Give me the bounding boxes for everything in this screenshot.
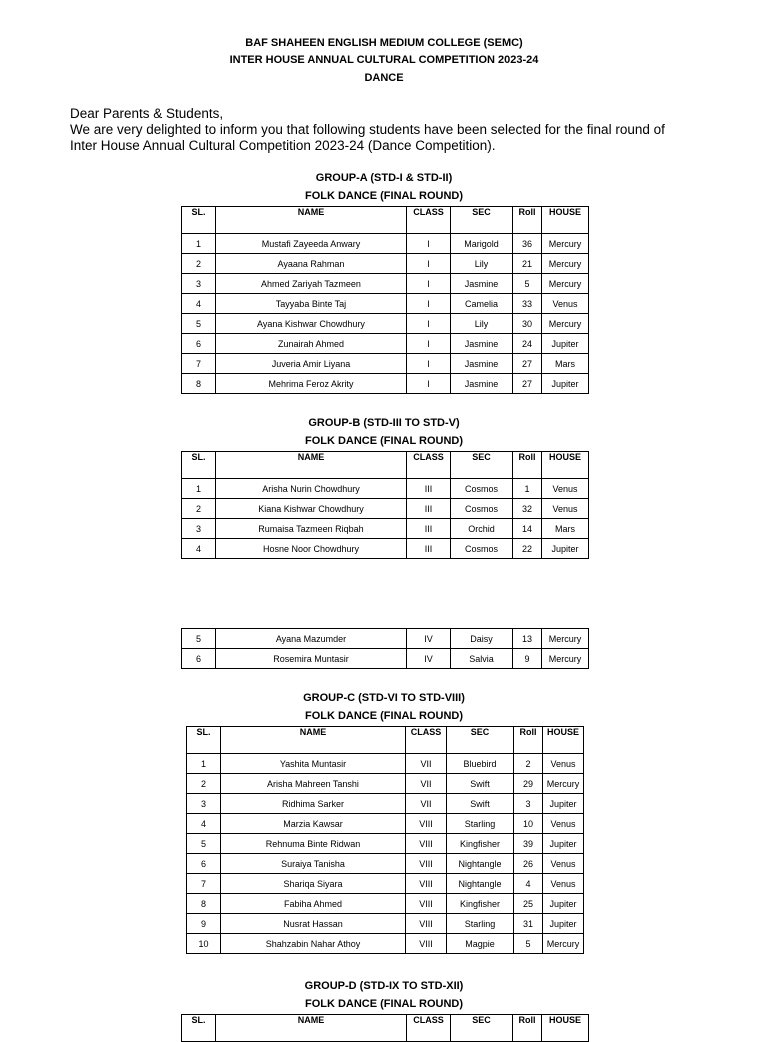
cell-name: Zunairah Ahmed bbox=[216, 334, 407, 354]
cell-sl: 8 bbox=[182, 374, 216, 394]
table-row bbox=[182, 479, 589, 499]
table-row bbox=[187, 814, 584, 834]
cell-sec: Swift bbox=[447, 774, 514, 794]
column-header-sl: SL. bbox=[187, 727, 221, 754]
cell-name: Tayyaba Binte Taj bbox=[216, 294, 407, 314]
cell-sec: Cosmos bbox=[451, 479, 513, 499]
cell-roll: 25 bbox=[514, 894, 543, 914]
cell-roll: 5 bbox=[513, 274, 542, 294]
cell-sl: 10 bbox=[187, 934, 221, 954]
cell-sec: Jasmine bbox=[451, 354, 513, 374]
table-row bbox=[182, 314, 589, 334]
cell-class: I bbox=[407, 294, 451, 314]
column-header-house: HOUSE bbox=[542, 452, 589, 479]
cell-name: Rosemira Muntasir bbox=[216, 649, 407, 669]
cell-name: Mustafi Zayeeda Anwary bbox=[216, 234, 407, 254]
cell-sec: Nightangle bbox=[447, 854, 514, 874]
column-header-class: CLASS bbox=[407, 452, 451, 479]
cell-class: I bbox=[407, 254, 451, 274]
cell-sec: Cosmos bbox=[451, 499, 513, 519]
cell-sl: 6 bbox=[182, 649, 216, 669]
cell-name: Ridhima Sarker bbox=[221, 794, 406, 814]
cell-roll: 1 bbox=[513, 479, 542, 499]
cell-sl: 6 bbox=[187, 854, 221, 874]
cell-class: VIII bbox=[406, 834, 447, 854]
cell-house: Venus bbox=[543, 754, 584, 774]
cell-sl: 9 bbox=[187, 914, 221, 934]
cell-name: Fabiha Ahmed bbox=[221, 894, 406, 914]
table-row bbox=[187, 854, 584, 874]
column-header-roll: Roll bbox=[513, 207, 542, 234]
cell-roll: 31 bbox=[514, 914, 543, 934]
cell-roll: 24 bbox=[513, 334, 542, 354]
table-row bbox=[182, 334, 589, 354]
cell-roll: 5 bbox=[514, 934, 543, 954]
group-b-subtitle: FOLK DANCE (FINAL ROUND) bbox=[304, 435, 464, 447]
cell-roll: 27 bbox=[513, 374, 542, 394]
cell-class: I bbox=[407, 374, 451, 394]
cell-name: Ayana Kishwar Chowdhury bbox=[216, 314, 407, 334]
table-row bbox=[187, 834, 584, 854]
cell-name: Rumaisa Tazmeen Riqbah bbox=[216, 519, 407, 539]
cell-roll: 27 bbox=[513, 354, 542, 374]
cell-class: III bbox=[407, 539, 451, 559]
cell-house: Mercury bbox=[542, 254, 589, 274]
group-a-title: GROUP-A (STD-I & STD-II) bbox=[315, 172, 453, 184]
cell-sec: Swift bbox=[447, 794, 514, 814]
group-b-title: GROUP-B (STD-III TO STD-V) bbox=[308, 417, 460, 429]
cell-sec: Orchid bbox=[451, 519, 513, 539]
cell-class: III bbox=[407, 499, 451, 519]
cell-roll: 9 bbox=[513, 649, 542, 669]
cell-class: VIII bbox=[406, 854, 447, 874]
cell-sec: Starling bbox=[447, 914, 514, 934]
cell-house: Jupiter bbox=[543, 894, 584, 914]
cell-house: Venus bbox=[542, 294, 589, 314]
cell-class: VII bbox=[406, 774, 447, 794]
competition-title: INTER HOUSE ANNUAL CULTURAL COMPETITION 2023-24 bbox=[229, 54, 539, 66]
cell-name: Juveria Amir Liyana bbox=[216, 354, 407, 374]
cell-sec: Lily bbox=[451, 254, 513, 274]
cell-sec: Camelia bbox=[451, 294, 513, 314]
cell-class: III bbox=[407, 479, 451, 499]
cell-name: Arisha Mahreen Tanshi bbox=[221, 774, 406, 794]
cell-class: VIII bbox=[406, 874, 447, 894]
table-row bbox=[182, 499, 589, 519]
cell-roll: 21 bbox=[513, 254, 542, 274]
table-row bbox=[182, 274, 589, 294]
cell-sl: 5 bbox=[182, 314, 216, 334]
table-row bbox=[182, 234, 589, 254]
cell-roll: 13 bbox=[513, 629, 542, 649]
cell-house: Mercury bbox=[542, 649, 589, 669]
cell-sl: 4 bbox=[182, 294, 216, 314]
cell-sl: 4 bbox=[187, 814, 221, 834]
cell-roll: 4 bbox=[514, 874, 543, 894]
table-row bbox=[182, 354, 589, 374]
cell-sec: Cosmos bbox=[451, 539, 513, 559]
cell-sl: 1 bbox=[182, 234, 216, 254]
table-row bbox=[187, 774, 584, 794]
group-d-subtitle: FOLK DANCE (FINAL ROUND) bbox=[304, 998, 464, 1010]
table-row bbox=[187, 914, 584, 934]
cell-class: VIII bbox=[406, 934, 447, 954]
cell-sec: Jasmine bbox=[451, 274, 513, 294]
cell-class: III bbox=[407, 519, 451, 539]
intro-line-1: We are very delighted to inform you that following students have been selected for the final round of bbox=[70, 122, 665, 137]
cell-sl: 2 bbox=[182, 254, 216, 274]
cell-class: VIII bbox=[406, 894, 447, 914]
cell-sec: Nightangle bbox=[447, 874, 514, 894]
cell-sl: 2 bbox=[182, 499, 216, 519]
column-header-name: NAME bbox=[221, 727, 406, 754]
cell-house: Venus bbox=[543, 854, 584, 874]
cell-house: Mars bbox=[542, 354, 589, 374]
cell-roll: 30 bbox=[513, 314, 542, 334]
cell-sl: 3 bbox=[182, 274, 216, 294]
cell-class: I bbox=[407, 354, 451, 374]
cell-sl: 3 bbox=[187, 794, 221, 814]
cell-house: Venus bbox=[542, 499, 589, 519]
cell-house: Mercury bbox=[543, 774, 584, 794]
cell-house: Venus bbox=[542, 479, 589, 499]
cell-roll: 36 bbox=[513, 234, 542, 254]
cell-house: Mercury bbox=[542, 274, 589, 294]
column-header-name: NAME bbox=[216, 207, 407, 234]
table-row bbox=[182, 649, 589, 669]
cell-name: Ayana Mazumder bbox=[216, 629, 407, 649]
column-header-sec: SEC bbox=[451, 452, 513, 479]
cell-class: I bbox=[407, 274, 451, 294]
cell-roll: 14 bbox=[513, 519, 542, 539]
group-c-title: GROUP-C (STD-VI TO STD-VIII) bbox=[303, 692, 465, 704]
group-d-title: GROUP-D (STD-IX TO STD-XII) bbox=[304, 980, 464, 992]
cell-sl: 2 bbox=[187, 774, 221, 794]
college-name: BAF SHAHEEN ENGLISH MEDIUM COLLEGE (SEMC) bbox=[245, 37, 523, 49]
cell-class: VII bbox=[406, 794, 447, 814]
table-row bbox=[187, 754, 584, 774]
column-header-sl: SL. bbox=[182, 1015, 216, 1042]
intro-line-2: Inter House Annual Cultural Competition 2023-24 (Dance Competition). bbox=[70, 138, 496, 153]
table-header-row bbox=[182, 452, 589, 479]
cell-sec: Kingfisher bbox=[447, 894, 514, 914]
cell-name: Ayaana Rahman bbox=[216, 254, 407, 274]
cell-house: Jupiter bbox=[543, 834, 584, 854]
column-header-roll: Roll bbox=[514, 727, 543, 754]
table-row bbox=[187, 874, 584, 894]
cell-name: Nusrat Hassan bbox=[221, 914, 406, 934]
column-header-house: HOUSE bbox=[543, 727, 584, 754]
cell-house: Venus bbox=[543, 874, 584, 894]
table-row bbox=[182, 539, 589, 559]
column-header-name: NAME bbox=[216, 452, 407, 479]
column-header-name: NAME bbox=[216, 1015, 407, 1042]
cell-name: Suraiya Tanisha bbox=[221, 854, 406, 874]
column-header-roll: Roll bbox=[513, 452, 542, 479]
cell-sl: 7 bbox=[182, 354, 216, 374]
group-d-table bbox=[181, 1014, 589, 1042]
cell-class: VII bbox=[406, 754, 447, 774]
cell-class: I bbox=[407, 314, 451, 334]
table-row bbox=[182, 294, 589, 314]
group-c-table bbox=[186, 726, 584, 954]
cell-house: Jupiter bbox=[543, 794, 584, 814]
cell-sl: 1 bbox=[187, 754, 221, 774]
cell-class: IV bbox=[407, 629, 451, 649]
cell-roll: 33 bbox=[513, 294, 542, 314]
cell-house: Mercury bbox=[542, 314, 589, 334]
table-row bbox=[182, 254, 589, 274]
column-header-class: CLASS bbox=[406, 727, 447, 754]
cell-sec: Lily bbox=[451, 314, 513, 334]
cell-name: Hosne Noor Chowdhury bbox=[216, 539, 407, 559]
cell-house: Jupiter bbox=[543, 914, 584, 934]
cell-name: Shahzabin Nahar Athoy bbox=[221, 934, 406, 954]
cell-sl: 5 bbox=[187, 834, 221, 854]
cell-sec: Magpie bbox=[447, 934, 514, 954]
cell-name: Rehnuma Binte Ridwan bbox=[221, 834, 406, 854]
cell-roll: 10 bbox=[514, 814, 543, 834]
cell-sl: 8 bbox=[187, 894, 221, 914]
cell-name: Kiana Kishwar Chowdhury bbox=[216, 499, 407, 519]
cell-roll: 3 bbox=[514, 794, 543, 814]
table-row bbox=[187, 934, 584, 954]
cell-roll: 32 bbox=[513, 499, 542, 519]
column-header-sec: SEC bbox=[451, 1015, 513, 1042]
column-header-sl: SL. bbox=[182, 207, 216, 234]
cell-sec: Jasmine bbox=[451, 374, 513, 394]
cell-name: Yashita Muntasir bbox=[221, 754, 406, 774]
table-row bbox=[182, 629, 589, 649]
cell-sl: 4 bbox=[182, 539, 216, 559]
column-header-sec: SEC bbox=[451, 207, 513, 234]
table-row bbox=[182, 374, 589, 394]
group-c-subtitle: FOLK DANCE (FINAL ROUND) bbox=[304, 710, 464, 722]
cell-sec: Jasmine bbox=[451, 334, 513, 354]
cell-sec: Marigold bbox=[451, 234, 513, 254]
cell-house: Mercury bbox=[542, 629, 589, 649]
cell-house: Venus bbox=[543, 814, 584, 834]
cell-roll: 39 bbox=[514, 834, 543, 854]
cell-roll: 22 bbox=[513, 539, 542, 559]
cell-roll: 2 bbox=[514, 754, 543, 774]
cell-class: VIII bbox=[406, 914, 447, 934]
cell-house: Mercury bbox=[543, 934, 584, 954]
cell-class: IV bbox=[407, 649, 451, 669]
table-row bbox=[182, 519, 589, 539]
table-header-row bbox=[182, 207, 589, 234]
cell-name: Arisha Nurin Chowdhury bbox=[216, 479, 407, 499]
column-header-house: HOUSE bbox=[542, 1015, 589, 1042]
cell-sec: Kingfisher bbox=[447, 834, 514, 854]
cell-name: Ahmed Zariyah Tazmeen bbox=[216, 274, 407, 294]
group-a-subtitle: FOLK DANCE (FINAL ROUND) bbox=[304, 190, 464, 202]
cell-house: Jupiter bbox=[542, 374, 589, 394]
column-header-sec: SEC bbox=[447, 727, 514, 754]
cell-sl: 3 bbox=[182, 519, 216, 539]
group-b-table-continued bbox=[181, 628, 589, 669]
cell-sl: 1 bbox=[182, 479, 216, 499]
greeting: Dear Parents & Students, bbox=[70, 106, 224, 121]
table-header-row bbox=[182, 1015, 589, 1042]
cell-sec: Salvia bbox=[451, 649, 513, 669]
column-header-class: CLASS bbox=[407, 1015, 451, 1042]
cell-class: I bbox=[407, 334, 451, 354]
table-row bbox=[187, 794, 584, 814]
cell-name: Shariqa Siyara bbox=[221, 874, 406, 894]
event-title: DANCE bbox=[364, 72, 404, 84]
column-header-house: HOUSE bbox=[542, 207, 589, 234]
group-a-table bbox=[181, 206, 589, 394]
cell-sec: Bluebird bbox=[447, 754, 514, 774]
table-row bbox=[187, 894, 584, 914]
cell-class: I bbox=[407, 234, 451, 254]
column-header-sl: SL. bbox=[182, 452, 216, 479]
cell-sl: 6 bbox=[182, 334, 216, 354]
column-header-roll: Roll bbox=[513, 1015, 542, 1042]
cell-roll: 29 bbox=[514, 774, 543, 794]
cell-name: Mehrima Feroz Akrity bbox=[216, 374, 407, 394]
column-header-class: CLASS bbox=[407, 207, 451, 234]
cell-house: Jupiter bbox=[542, 334, 589, 354]
cell-sl: 5 bbox=[182, 629, 216, 649]
cell-class: VIII bbox=[406, 814, 447, 834]
cell-house: Jupiter bbox=[542, 539, 589, 559]
cell-house: Mercury bbox=[542, 234, 589, 254]
cell-sl: 7 bbox=[187, 874, 221, 894]
cell-sec: Daisy bbox=[451, 629, 513, 649]
table-header-row bbox=[187, 727, 584, 754]
cell-roll: 26 bbox=[514, 854, 543, 874]
group-b-table bbox=[181, 451, 589, 559]
cell-name: Marzia Kawsar bbox=[221, 814, 406, 834]
cell-sec: Starling bbox=[447, 814, 514, 834]
cell-house: Mars bbox=[542, 519, 589, 539]
